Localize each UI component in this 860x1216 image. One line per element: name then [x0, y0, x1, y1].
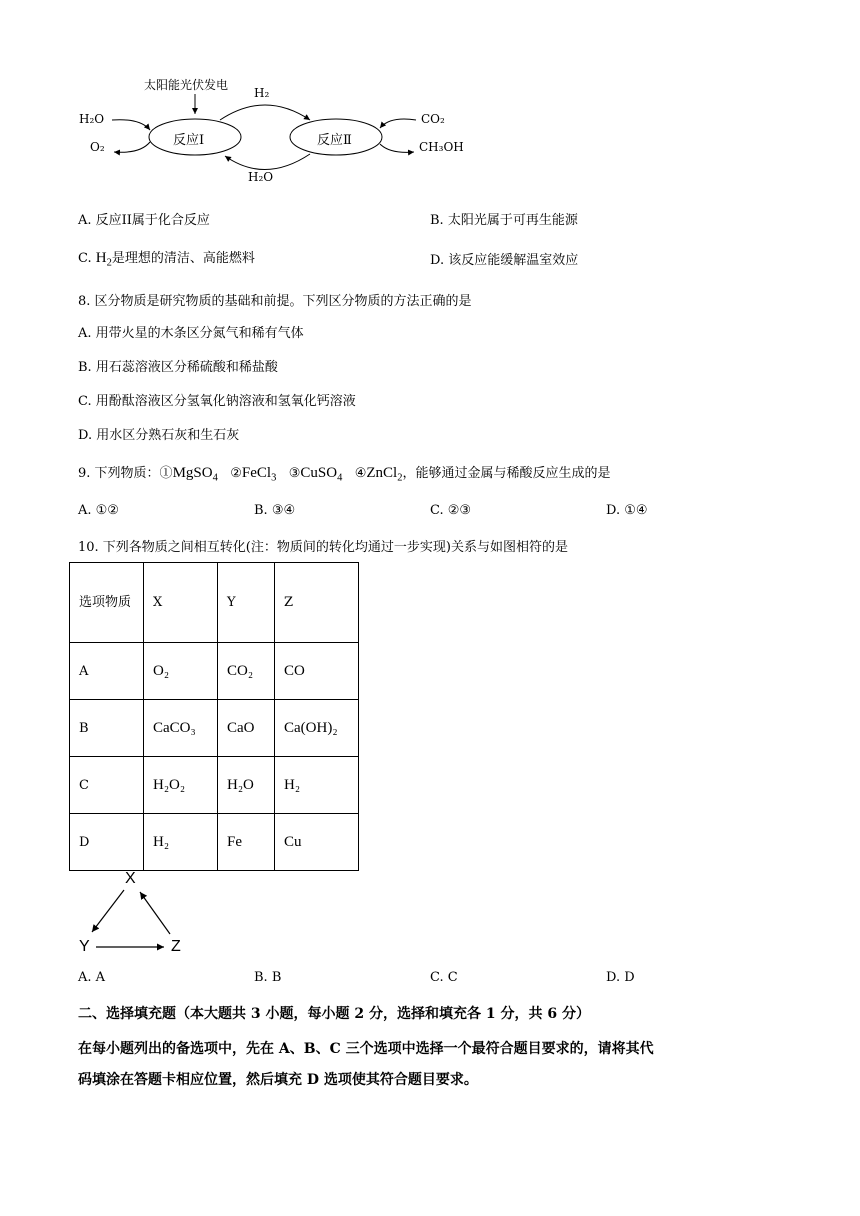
h2-arrow — [220, 105, 310, 120]
header-cell-y: Y — [218, 563, 275, 643]
q9-item-4-mark: ④ — [354, 466, 367, 481]
q9-item-2-sub: 3 — [271, 472, 277, 484]
q9-item-2-main: FeCl — [241, 465, 272, 481]
q8-option-c: C. 用酚酞溶液区分氢氧化钠溶液和氢氧化钙溶液 — [78, 394, 356, 409]
q7-option-c-formula — [95, 250, 112, 269]
row-c-x: H₂O₂ — [144, 757, 218, 814]
header-cell-x: X — [144, 563, 218, 643]
x-to-y-arrow — [92, 890, 124, 932]
q9-item-1-mark: ① — [159, 466, 173, 481]
table-row — [70, 700, 359, 757]
z-to-x-arrow — [140, 892, 170, 934]
q9-prefix: 9. 下列物质： — [78, 466, 160, 481]
row-b-x: CaCO₃ — [144, 700, 218, 757]
q7-option-c-rest: 是理想的清洁、高能燃料 — [111, 251, 255, 266]
q7-option-c-prefix: C. — [78, 251, 92, 266]
q9-stem — [78, 462, 611, 482]
co2-in-arrow — [380, 119, 416, 128]
row-a-label: A — [70, 643, 144, 700]
q9-item-3-sub: 4 — [337, 472, 343, 484]
h2o-in-arrow — [112, 120, 150, 130]
section2-title: 二、选择填充题（本大题共 3 小题，每小题 2 分，选择和填充各 1 分，共 6 分） — [78, 1006, 590, 1022]
q8-option-d: D. 用水区分熟石灰和生石灰 — [78, 428, 240, 443]
top-arrow-label: H₂ — [254, 86, 270, 100]
reaction1-label: 反应Ⅰ — [173, 133, 205, 148]
row-c-y: H₂O — [218, 757, 275, 814]
row-d-y: Fe — [218, 814, 275, 871]
q9-item-4-main: ZnCl — [366, 465, 398, 481]
o2-out-arrow — [114, 142, 150, 152]
q9-item-3-main: CuSO — [300, 465, 338, 481]
q9-item-1-main: MgSO — [172, 465, 213, 481]
q7-c-formula-sub: 2 — [106, 257, 112, 269]
row-a-x: O₂ — [144, 643, 218, 700]
q9-item-1-formula — [172, 465, 218, 484]
xyz-triangle-diagram — [70, 870, 200, 962]
q9-item-3-mark: ③ — [288, 466, 301, 481]
q7-c-formula-main: H — [95, 250, 107, 266]
q8-stem: 8. 区分物质是研究物质的基础和前提。下列区分物质的方法正确的是 — [78, 294, 472, 309]
q9-item-1 — [159, 465, 218, 484]
q10-stem: 10. 下列各物质之间相互转化(注：物质间的转化均通过一步实现)关系与如图相符的是 — [78, 540, 568, 555]
ch3oh-out-arrow — [380, 144, 414, 152]
row-d-z: Cu — [275, 814, 359, 871]
q9-option-d: D. ①④ — [606, 503, 648, 518]
q9-item-4-sub: 2 — [397, 472, 403, 484]
q9-item-1-sub: 4 — [212, 472, 218, 484]
row-b-label: B — [70, 700, 144, 757]
row-b-z: Ca(OH)₂ — [275, 700, 359, 757]
q9-item-2-mark: ② — [230, 466, 242, 481]
row-a-z: CO — [275, 643, 359, 700]
header-cell-z: Z — [275, 563, 359, 643]
q10-option-d: D. D — [606, 970, 635, 985]
q9-item-3 — [288, 465, 343, 484]
bottom-arrow-label: H₂O — [248, 170, 274, 184]
triangle-x-label: X — [125, 870, 136, 887]
q7-option-d: D. 该反应能缓解温室效应 — [430, 253, 579, 268]
row-c-z: H₂ — [275, 757, 359, 814]
q9-item-3-formula — [300, 465, 343, 484]
table-header-row — [70, 563, 359, 643]
h2o-return-arrow — [225, 154, 310, 170]
table-row — [70, 757, 359, 814]
q9-item-4-formula — [366, 465, 403, 484]
row-d-x: H₂ — [144, 814, 218, 871]
q10-option-b: B. B — [254, 970, 282, 985]
reaction-diagram — [70, 70, 490, 200]
triangle-y-label: Y — [79, 938, 90, 955]
reaction-diagram-svg — [70, 70, 490, 200]
row-d-label: D — [70, 814, 144, 871]
q7-option-b: B. 太阳光属于可再生能源 — [430, 213, 578, 228]
q10-option-a: A. A — [78, 970, 106, 985]
section2-instructions-line1: 在每小题列出的备选项中，先在 A、B、C 三个选项中选择一个最符合题目要求的，请将其代 — [78, 1041, 654, 1057]
q10-option-c: C. C — [430, 970, 458, 985]
q7-option-a: A. 反应II属于化合反应 — [78, 213, 210, 228]
q8-option-b: B. 用石蕊溶液区分稀硫酸和稀盐酸 — [78, 360, 278, 375]
row-c-label: C — [70, 757, 144, 814]
q9-item-4 — [354, 465, 403, 484]
q7-option-c — [78, 247, 255, 267]
q9-option-a: A. ①② — [78, 503, 119, 518]
q9-option-c: C. ②③ — [430, 503, 472, 518]
row-b-y: CaO — [218, 700, 275, 757]
q9-item-2 — [230, 465, 277, 484]
q9-suffix: ，能够通过金属与稀酸反应生成的是 — [402, 466, 611, 481]
q9-option-b: B. ③④ — [254, 503, 296, 518]
right-in-label: CO₂ — [421, 112, 445, 126]
left-in-label: H₂O — [79, 112, 105, 126]
reaction2-label: 反应Ⅱ — [317, 133, 352, 148]
q9-item-2-formula — [241, 465, 277, 484]
table-row — [70, 814, 359, 871]
left-out-label: O₂ — [90, 140, 105, 154]
row-a-y: CO₂ — [218, 643, 275, 700]
section2-instructions-line2: 码填涂在答题卡相应位置，然后填充 D 选项使其符合题目要求。 — [78, 1072, 478, 1088]
triangle-z-label: Z — [171, 938, 181, 955]
table-row — [70, 643, 359, 700]
q8-option-a: A. 用带火星的木条区分氮气和稀有气体 — [78, 326, 304, 341]
q10-table — [69, 562, 359, 871]
right-out-label: CH₃OH — [419, 140, 464, 154]
header-cell-option: 选项物质 — [70, 563, 144, 643]
solar-label: 太阳能光伏发电 — [144, 78, 229, 92]
